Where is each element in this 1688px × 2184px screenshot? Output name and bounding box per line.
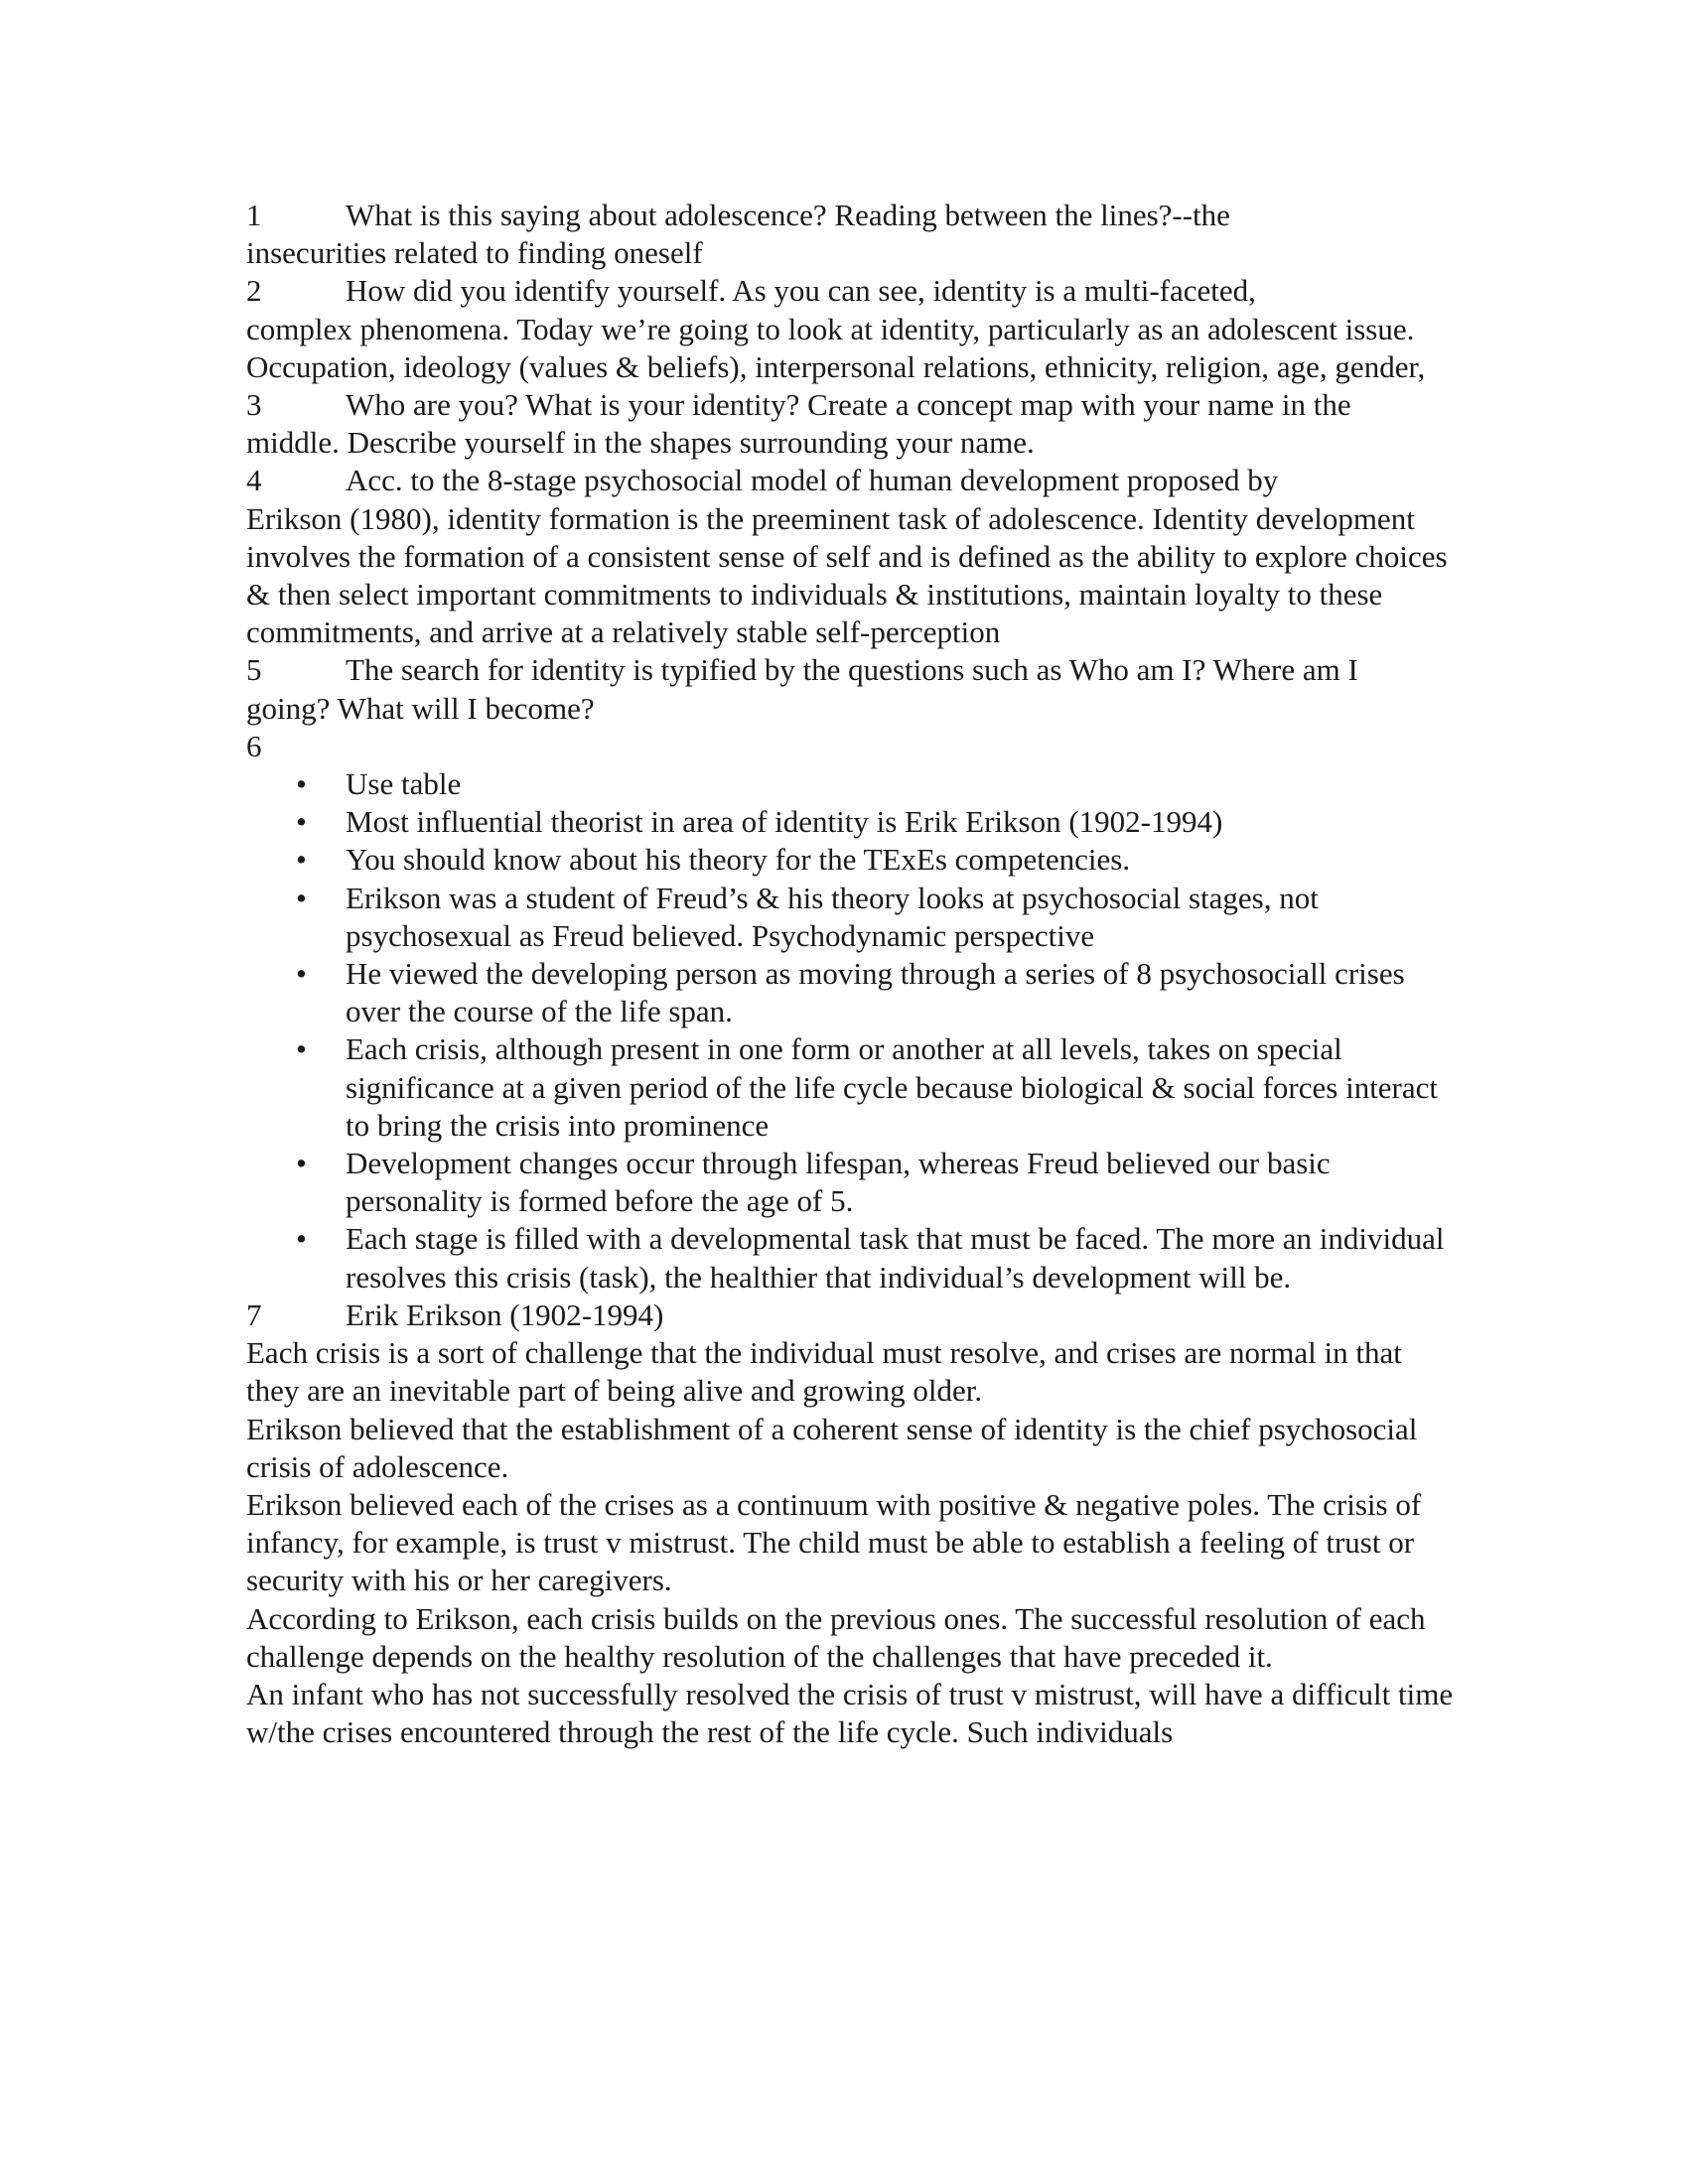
bullet-item bbox=[246, 955, 1458, 1030]
bullet-text: Development changes occur through lifespan, whereas Freud believed our basic personality is formed before the age of 5. bbox=[346, 1146, 1331, 1219]
bullet-list bbox=[246, 765, 1458, 1297]
bullet-symbol: • bbox=[296, 880, 307, 915]
bullet-item bbox=[246, 1145, 1458, 1220]
bullet-symbol: • bbox=[296, 842, 307, 878]
item-text-rest: Erikson (1980), identity formation is the preeminent task of adolescence. Identity development involves the formation of a consistent sense of self and is defined as the ability to explore choices & then select important commitments to individuals & institutions, maintain loyalty to these commitments, and arrive at a relatively stable self-perception bbox=[246, 500, 1448, 650]
item-number: 7 bbox=[246, 1297, 262, 1332]
body-paragraph: Each crisis is a sort of challenge that the individual must resolve, and crises are normal in that they are an inevitable part of being alive and growing older. bbox=[246, 1335, 1402, 1409]
bullet-text: Most influential theorist in area of identity is Erik Erikson (1902-1994) bbox=[346, 804, 1223, 840]
item-4 bbox=[246, 462, 1458, 651]
body-paragraph: According to Erikson, each crisis builds on the previous ones. The successful resolution of each challenge depends on the healthy resolution of the challenges that have preceded it. bbox=[246, 1600, 1426, 1674]
body-paragraph: Erikson believed each of the crises as a continuum with positive & negative poles. The crisis of infancy, for example, is trust v mistrust. The child must be able to establish a feeling of trust or security with his or her caregivers. bbox=[246, 1486, 1422, 1598]
bullet-symbol: • bbox=[296, 804, 307, 840]
item-text-rest: insecurities related to finding oneself bbox=[246, 235, 703, 271]
item-text-first: The search for identity is typified by the questions such as Who am I? Where am I bbox=[346, 652, 1358, 688]
item-text-rest: going? What will I become? bbox=[246, 690, 595, 726]
item-text-first: How did you identify yourself. As you can see, identity is a multi-faceted, bbox=[346, 273, 1256, 309]
item-text-rest: middle. Describe yourself in the shapes surrounding your name. bbox=[246, 425, 1035, 461]
item-number: 5 bbox=[246, 652, 262, 688]
document-body bbox=[246, 197, 1458, 1751]
bullet-text: You should know about his theory for the TExEs competencies. bbox=[346, 842, 1131, 878]
item-number: 2 bbox=[246, 273, 262, 309]
bullet-symbol: • bbox=[296, 1031, 307, 1067]
bullet-item bbox=[246, 803, 1458, 841]
bullet-symbol: • bbox=[296, 956, 307, 992]
item-number: 1 bbox=[246, 198, 262, 232]
item-text-first: Erik Erikson (1902-1994) bbox=[346, 1297, 664, 1332]
bullet-text: Erikson was a student of Freud’s & his theory looks at psychosocial stages, not psychosexual as Freud believed. Psychodynamic perspective bbox=[346, 880, 1319, 953]
item-1 bbox=[246, 197, 1458, 272]
bullet-item bbox=[246, 880, 1458, 955]
item-5 bbox=[246, 651, 1458, 727]
item-text-first: Acc. to the 8-stage psychosocial model of human development proposed by bbox=[346, 463, 1279, 498]
item-text-first: What is this saying about adolescence? Reading between the lines?--the bbox=[346, 198, 1230, 232]
bullet-symbol: • bbox=[296, 766, 307, 802]
bullet-symbol: • bbox=[296, 1146, 307, 1181]
item-7 bbox=[246, 1297, 1458, 1334]
item-text-first: Who are you? What is your identity? Create a concept map with your name in the bbox=[346, 387, 1351, 423]
item-6 bbox=[246, 728, 1458, 765]
bullet-text: Each crisis, although present in one form or another at all levels, takes on special significance at a given period of the life cycle because biological & social forces interact to bring the crisis into prominence bbox=[346, 1031, 1439, 1143]
item-number: 3 bbox=[246, 387, 262, 423]
bullet-text: Use table bbox=[346, 766, 462, 802]
bullet-text: He viewed the developing person as moving through a series of 8 psychosociall crises over the course of the life span. bbox=[346, 956, 1405, 1029]
item-3 bbox=[246, 386, 1458, 462]
bullet-item bbox=[246, 841, 1458, 879]
item-number: 4 bbox=[246, 463, 262, 498]
item-2 bbox=[246, 272, 1458, 386]
item-text-rest: complex phenomena. Today we’re going to look at identity, particularly as an adolescent issue. Occupation, ideology (values & beliefs), interpersonal relations, ethnicity, religion, age, gender, bbox=[246, 311, 1426, 384]
bullet-text: Each stage is filled with a developmental task that must be faced. The more an individual resolves this crisis (task), the healthier that individual’s development will be. bbox=[346, 1221, 1445, 1295]
bullet-symbol: • bbox=[296, 1221, 307, 1257]
body-paragraph: Erikson believed that the establishment of a coherent sense of identity is the chief psychosocial crisis of adolescence. bbox=[246, 1411, 1418, 1484]
body-paragraph: An infant who has not successfully resolved the crisis of trust v mistrust, will have a difficult time w/the crises encountered through the rest of the life cycle. Such individuals bbox=[246, 1676, 1454, 1750]
item-number: 6 bbox=[246, 728, 262, 763]
bullet-item bbox=[246, 1030, 1458, 1145]
bullet-item bbox=[246, 765, 1458, 803]
bullet-item bbox=[246, 1220, 1458, 1296]
